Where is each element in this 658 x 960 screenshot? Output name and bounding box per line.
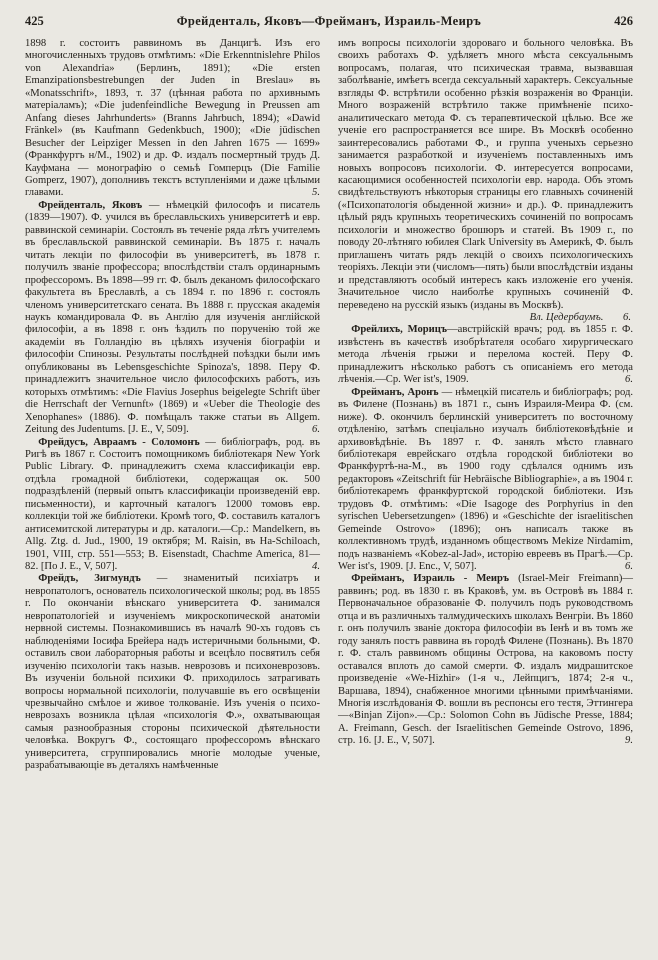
page-number-left: 425 xyxy=(25,14,44,28)
entry-freudenthal-jakob xyxy=(25,200,320,437)
entry-freidus-abraham-solomon xyxy=(25,437,320,574)
section-number: 6. xyxy=(623,311,631,323)
entry-freud-sigmund xyxy=(25,573,320,772)
author-signature: Вл. Цедербаумъ. xyxy=(529,311,604,323)
section-number: 6. xyxy=(625,561,633,573)
entry-headword: Фрейдъ, Зигмундъ xyxy=(38,573,141,585)
entry-text: — нѣмецкій философъ и писатель (1839—1907). Ф. учился въ бреславльскихъ университетѣ и евр. раввинской семинаріи. Состоялъ въ теченіе ряда лѣтъ учителемъ въ бреславльской раввинской семинаріи. Въ 1875 г. началъ читать лекціи по философіи въ университетѣ, въ 1878 г. получилъ званіе профессора; впослѣдствіи сталъ ординарнымъ профессоромъ. Въ 1898—99 гг. Ф. былъ деканомъ философскаго факультета въ Бреславлѣ, а съ 1894 г. по 1896 г. состоялъ членомъ университетскаго сената. Въ 1888 г. прусская академія наукъ командировала Ф. въ Англію для изученія англійской философіи, а въ 1898 г. онъ ѣздилъ по порученію той же академіи въ Голландію въ цѣляхъ изученія біографіи и философіи Спинозы. Результаты послѣдней поѣздки были имъ опубликованы въ Lebensgeschichte Spinoza's, 1898. Перу Ф. принадлежитъ значительное число философскихъ работъ, изъ которыхъ отмѣтимъ: «Die Flavius Josephus beigelegte Schrift über die Herrschaft der Vernunft» (1869) и «Ueber die Theologie des Xenophanes» (1886). Ф. помѣщалъ также статьи въ Allgem. Zeitung des Judentums. [J. E., V, 509]. xyxy=(25,199,321,436)
entry-text: — библіографъ, род. въ Ригѣ въ 1867 г. Состоитъ помощникомъ библіотекаря New York Public Library. Ф. принадлежитъ схема классификаціи евр. отдѣла громадной библіотеки, содержащая ок. 500 подраздѣленій (первый опытъ классификаціи произведеній евр. письменности), и карточный каталогъ 12000 томовъ евр. коллекціи той же библіотеки. Кромѣ того, Ф. составилъ каталогъ антисемитской литературы и др. каталоги.—Ср.: Mandelkern, въ Allg. Ztg. d. Jud., 1900, 19 октября; M. Raisin, въ Ha-Schiloach, 1901, VIII, стр. 551—553; B. Eisenstadt, Chachme America, 81—82. [По J. E., V, 507]. xyxy=(25,436,321,573)
section-number: 6. xyxy=(312,424,320,436)
section-number: 5. xyxy=(312,187,320,199)
entry-continuation-freudenthal xyxy=(25,38,320,200)
section-number: 9. xyxy=(625,735,633,747)
left-column xyxy=(25,38,320,773)
section-number: 4. xyxy=(312,561,320,573)
entry-text: —австрійскій врачъ; род. въ 1855 г. Ф. извѣстенъ въ качествѣ изобрѣтателя особаго хирургическаго метода лѣченія грыжи и перелома костей. Перу Ф. принадлежитъ нѣсколько работъ съ описаніемъ его метода лѣченія.—Ср. Wer ist's, 1909. xyxy=(338,324,633,386)
entry-frejlich-moritz xyxy=(338,324,633,386)
running-title: Фрейденталь, Яковъ—Фрейманъ, Израиль-Меиръ xyxy=(176,14,482,28)
author-signature-line xyxy=(338,312,633,324)
entry-freimann-aron xyxy=(338,387,633,574)
entry-headword: Фрейманъ, Израиль - Меиръ xyxy=(351,573,510,585)
two-column-text-body xyxy=(25,38,633,773)
entry-text: — нѣмецкій писатель и библіографъ; род. въ Филене (Познань) въ 1871 г., сынъ Израиля-Меира Ф. (см. ниже). Ф. окончилъ берлинскій университетъ по восточному отдѣленію, затѣмъ спеціально изучалъ библіотековѣдѣніе и архивовѣдѣніе. Въ 1897 г. Ф. занялъ мѣсто главнаго библіотекаря еврейскаго отдѣла городской библіотеки во Франкфуртѣ-на-М., въ 1900 году сдѣлался однимъ изъ редакторовъ «Zeitschrift für Hebräische Bibliographie», а въ 1904 г. библіотекаремъ франкфуртской городской библіотеки. Изъ трудовъ Ф. отмѣтимъ: «Die Isagoge des Porphyrius in den syrischen Uebersetzungen» (1896) и «Geschichte der israelitischen Gemeinde Ostrovo» (1896); онъ написалъ также въ коллективномъ трудѣ, изданномъ обществомъ Mekize Nirdamim, подъ названіемъ «Kobez-al-Jad», исторію евреевъ въ Прагѣ.—Ср. Wer ist's, 1909. [J. Enc., V, 507]. xyxy=(338,386,633,573)
entry-text: 1898 г. состоитъ раввиномъ въ Данцигѣ. Изъ его многочисленныхъ трудовъ отмѣтимъ: «Die Erkenntnislehre Philos von Alexandria» (Берлинъ, 1891); «Die ersten Emanzipationsbestrebungen der Juden in Breslau» въ «Monatsschrift», 1893, т. 37 (цѣнная работа по архивнымъ матеріаламъ); «Die judenfeindliche Bewegung in Preussen am Anfang dieses Jahrhunderts» (Branns Jahrbuch, 1894); «Dawid Fränkel» (въ Kaufmann Gedenkbuch, 1900); «Die jüdischen Besucher der Leipziger Messen in den Jahren 1675 — 1699» (Франкфуртъ н/М., 1902) и др. Ф. издалъ посмертный трудъ Д. Кауфмана — монографію о семьѣ Гомперцъ (Die Familie Gomperz, 1907), дополнивъ текстъ вступленіями и даже цѣлыми главами. xyxy=(25,38,320,199)
entry-headword: Фрейлихъ, Морицъ xyxy=(351,324,448,336)
entry-text: — знаменитый психіатръ и невропатологъ, основатель психологической школы; род. въ 1855 г. По окончаніи вѣнскаго университета Ф. занимался невропатологіей и изученіемъ микроскопической анатоміи нервной системы. Познакомившись въ началѣ 90-хъ годовъ съ наблюденіями Іосифа Брейера надъ истеричными больными, Ф. оставилъ свои лабораторныя работы и всецѣло посвятилъ себя изученію психологіи такъ назыв. неврозовъ и психоневрозовъ. Въ изученіи больной психики Ф. приходилось затрагивать вопросы нормальной психологіи, получавшіе въ его освѣщеніи чрезвычайно смѣлое и живое толкованіе. Изъ ученія о психо-неврозахъ возникла цѣлая «психологія Ф.», охватывающая самыя разнообразныя стороны психической дѣятельности человѣка. Вокругъ Ф., состоящаго профессоромъ вѣнскаго университета, сгруппировались многіе молодые ученые, разрабатывающіе въ деталяхъ намѣченные xyxy=(25,573,320,772)
section-number: 6. xyxy=(625,374,633,386)
entry-text: имъ вопросы психологіи здороваго и больного человѣка. Въ своихъ работахъ Ф. удѣляетъ много мѣста сексуальнымъ вопросамъ, полагая, что психическая травма, вызвавшая заболѣваніе, имѣетъ всегда сексуальный характеръ. Сексуальные взгляды Ф. встрѣтили особенно рѣзкія возраженія во Франціи. Много возраженій встрѣтило также примѣненіе психо-аналитическаго метода Ф. съ терапевтической цѣлью. Все же ученіе его распространяется все шире. Въ Москвѣ особенно заинтересовались работами Ф., и группа ученыхъ серьезно занимается разработкой и изученіемъ поставленныхъ имъ новыхъ вопросовъ психологіи. Ф. интересуется вопросами, касающимися особенностей психологіи евр. народа. Объ этомъ свидѣтельствуютъ нѣкоторыя страницы его главныхъ сочиненій («Психопатологія обыденной жизни» и др.). Ф. принадлежитъ цѣлый рядъ крупныхъ теоретическихъ сочиненій по вопросамъ психологіи и множество брошюръ и статей. Въ 1909 г., по поводу 20-лѣтняго юбилея Clark University въ Америкѣ, Ф. былъ приглашенъ читать рядъ лекцій о своихъ психологическихъ теоріяхъ. Лекціи эти (числомъ—пять) были впослѣдствіи изданы и представляютъ особый интересъ какъ изложеніе его ученія. Значительное число наиболѣе крупныхъ сочиненій Ф. переведено на русскій языкъ (изданы въ Москвѣ). xyxy=(338,38,633,311)
right-column xyxy=(338,38,633,773)
page-header xyxy=(25,14,633,29)
entry-headword: Фрейденталь, Яковъ xyxy=(38,199,143,211)
page-number-right: 426 xyxy=(614,14,633,28)
entry-continuation-freud-sigmund xyxy=(338,38,633,312)
entry-headword: Фрейдусъ, Авраамъ - Соломонъ xyxy=(38,436,200,448)
entry-text: (Israel-Meir Freimann)—раввинъ; род. въ 1830 г. въ Краковѣ, ум. въ Островѣ въ 1884 г. Первоначальное образованіе Ф. получилъ подъ руководствомъ отца и въ различныхъ талмудическихъ школахъ Венгріи. Въ 1860 г. онъ получилъ званіе доктора философіи въ Іенѣ и въ томъ же году занялъ постъ раввина въ городѣ Филене (Познань). Въ 1870 г. Ф. сталъ раввиномъ общины Острова, на каковомъ посту оставался вплоть до самой смерти. Ф. издалъ мидрашитское произведеніе «We-Hizhir» (1-я ч., Лейпцигъ, 1874; 2-я ч., Варшава, 1894), снабженное многими цѣнными примѣчаніями. Многія изслѣдованія Ф. вошли въ респонсы его тестя, Эттингера—«Binjan Zijon».—Ср.: Solomon Cohn въ Jüdische Presse, 1884; A. Freimann, Gesch. der Israelitischen Gemeinde Ostrovo, 1896, стр. 16. [J. E., V, 507]. xyxy=(338,573,633,747)
entry-headword: Фрейманъ, Аронъ xyxy=(351,386,439,398)
entry-freimann-israel-meir xyxy=(338,573,633,747)
